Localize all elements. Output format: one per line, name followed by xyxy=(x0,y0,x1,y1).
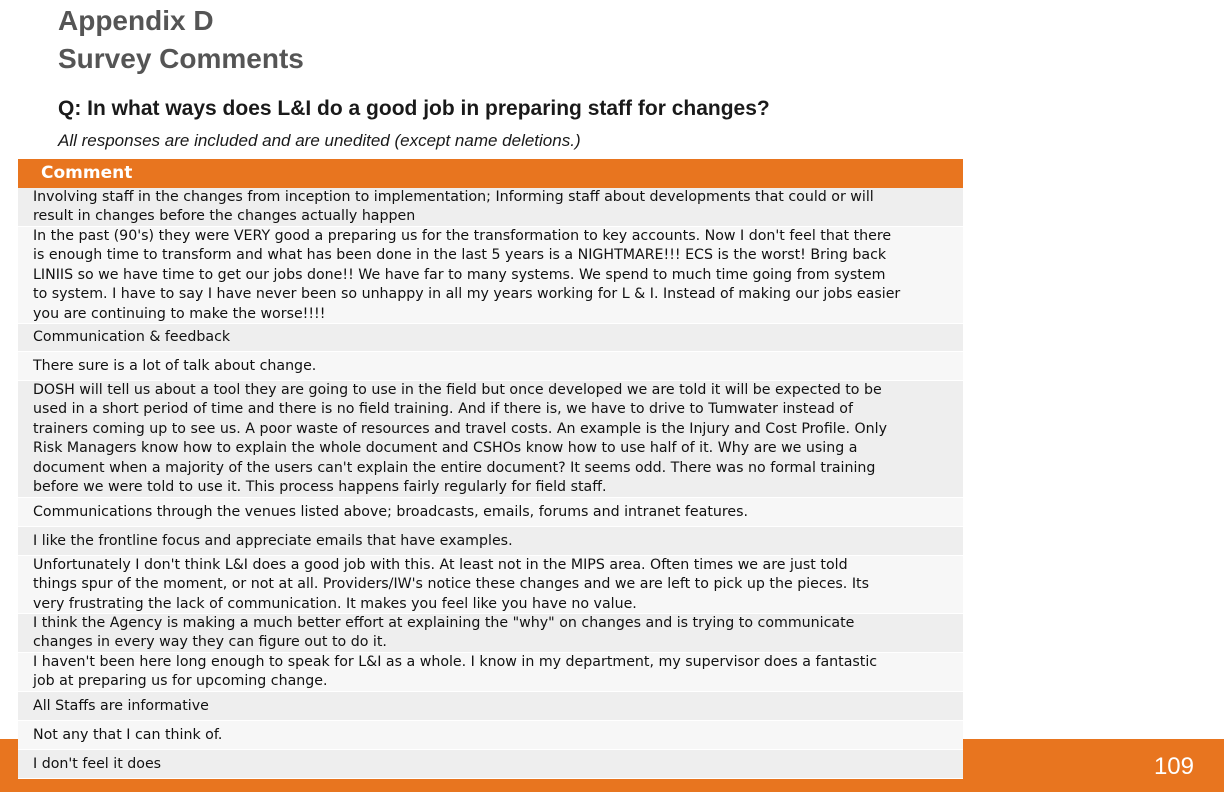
table-row xyxy=(18,352,963,381)
comment-line: LINIIS so we have time to get our jobs done!! We have far to many systems. We spend to much time going from system xyxy=(33,266,886,283)
comment-line: is enough time to transform and what has been done in the last 5 years is a NIGHTMARE!!! ECS is the worst! Bring back xyxy=(33,247,887,264)
table-row xyxy=(18,324,963,352)
comment-line: Involving staff in the changes from inception to implementation; Informing staff about developments that could or will xyxy=(33,189,874,205)
comment-line: I haven't been here long enough to speak for L&I as a whole. I know in my department, my supervisor does a fantastic xyxy=(33,654,878,670)
table-row xyxy=(18,692,963,721)
page-title xyxy=(58,2,304,78)
comment-line: result in changes before the changes actually happen xyxy=(33,208,416,225)
comment-line: changes in every way they can figure out to do it. xyxy=(33,634,387,651)
table-row xyxy=(18,227,963,324)
title-line-2: Survey Comments xyxy=(58,43,304,74)
comment-line: Communication & feedback xyxy=(33,329,231,345)
comment-line: used in a short period of time and there is no field training. And if there is, we have to drive to Tumwater instead of xyxy=(33,401,853,418)
comment-line: There sure is a lot of talk about change. xyxy=(33,358,317,374)
comment-line: Unfortunately I don't think L&I does a good job with this. At least not in the MIPS area. Often times we are just told xyxy=(33,557,848,573)
comment-line: very frustrating the lack of communication. It makes you feel like you have no value. xyxy=(33,595,637,612)
table-header-comment: Comment xyxy=(18,159,963,188)
comment-line: to system. I have to say I have never been so unhappy in all my years working for L & I. Instead of making our jobs easier xyxy=(33,286,901,303)
table-row xyxy=(18,750,963,779)
comment-line: you are continuing to make the worse!!!! xyxy=(33,305,326,322)
comment-line: Not any that I can think of. xyxy=(33,727,223,743)
comment-line: In the past (90's) they were VERY good a preparing us for the transformation to key accounts. Now I don't feel that there xyxy=(33,228,892,244)
comment-line: Risk Managers know how to explain the whole document and CSHOs know how to use half of it. Why are we using a xyxy=(33,440,858,457)
table-row xyxy=(18,556,963,614)
comment-line: I don't feel it does xyxy=(33,756,162,772)
comment-line: document when a majority of the users can't explain the entire document? It seems odd. There was no formal training xyxy=(33,459,876,476)
comment-line: job at preparing us for upcoming change. xyxy=(33,673,328,690)
comment-line: I think the Agency is making a much better effort at explaining the "why" on changes and is trying to communicate xyxy=(33,615,855,631)
comment-line: I like the frontline focus and appreciate emails that have examples. xyxy=(33,533,513,549)
comment-line: Communications through the venues listed above; broadcasts, emails, forums and intranet features. xyxy=(33,504,749,520)
survey-question: Q: In what ways does L&I do a good job in preparing staff for changes? xyxy=(58,97,770,120)
table-row xyxy=(18,614,963,653)
page-number: 109 xyxy=(1153,753,1194,780)
comment-line: things spur of the moment, or not at all. Providers/IW's notice these changes and we are left to pick up the pieces. Its xyxy=(33,576,869,593)
table-row xyxy=(18,188,963,227)
table-row xyxy=(18,381,963,498)
comment-line: All Staffs are informative xyxy=(33,698,209,714)
comments-table xyxy=(18,159,963,779)
table-row xyxy=(18,498,963,527)
comment-line: DOSH will tell us about a tool they are going to use in the field but once developed we are told it will be expected to be xyxy=(33,382,882,398)
responses-note: All responses are included and are unedited (except name deletions.) xyxy=(58,131,581,150)
table-row xyxy=(18,721,963,750)
table-row xyxy=(18,653,963,692)
title-line-1: Appendix D xyxy=(58,5,214,36)
table-row xyxy=(18,527,963,556)
comment-line: trainers coming up to see us. A poor waste of resources and travel costs. An example is the Injury and Cost Profile. Only xyxy=(33,420,887,437)
comment-line: before we were told to use it. This process happens fairly regularly for field staff. xyxy=(33,479,607,496)
table-body xyxy=(18,188,963,779)
